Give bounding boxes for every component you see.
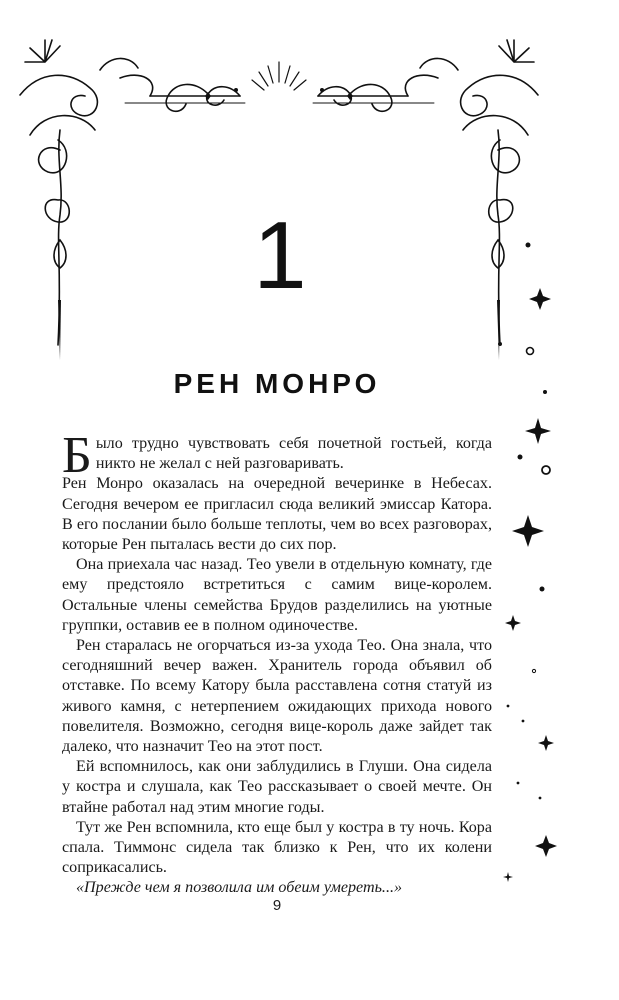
top-dot-left	[234, 88, 238, 92]
top-scroll-right	[318, 84, 392, 111]
margin-dot	[507, 705, 510, 708]
paragraph-6: Тут же Рен вспомнила, кто еще был у костра в ту ночь. Кора спала. Тиммонс сидела так близко к Рен, что их колени соприкасались.	[62, 818, 492, 877]
paragraph-3: Она приехала час назад. Тео увели в отдельную комнату, где ему предстояло встретиться с самим вице-королем. Остальные члены семейства Брудов разделились на уютные группки, оставив ее в полном одиночестве.	[62, 556, 492, 634]
paragraph-1	[62, 427, 492, 484]
left-burst	[25, 40, 60, 62]
paragraph-7-italic: «Прежде чем я позволила им обеим умереть...»	[76, 879, 403, 897]
top-scroll-left	[166, 84, 240, 111]
margin-dot	[517, 782, 520, 785]
margin-star	[525, 418, 551, 444]
margin-star	[505, 615, 521, 631]
right-vine	[405, 58, 458, 96]
chapter-title: РЕН МОНРО	[173, 368, 381, 399]
chapter-number: 1	[253, 202, 307, 309]
page-number: 9	[272, 897, 282, 914]
margin-dot	[518, 455, 523, 460]
crescent-moon	[269, 88, 289, 98]
right-flourish	[461, 75, 538, 135]
margin-dot	[539, 797, 542, 800]
margin-star	[538, 735, 554, 751]
paragraph-4: Рен старалась не огорчаться из-за ухода Тео. Она знала, что сегодняшний вечер важен. Хранитель города объявил об отставке. По всему Катору была расставлена сотня статуй из живого камня, с нетерпением ожидающих прихода нового повелителя. Возможно, сегодня вице-король даже зайдет так далеко, что назначит Тео на этот пост.	[62, 637, 492, 756]
chapter-body	[62, 427, 492, 899]
left-flourish	[20, 75, 97, 135]
margin-dot	[498, 342, 502, 346]
margin-dot	[540, 587, 545, 592]
sun-rays	[252, 62, 306, 90]
margin-ring	[532, 669, 535, 672]
margin-star	[503, 872, 513, 882]
paragraph-1-text: ыло трудно чувствовать себя почетной гостьей, когда никто не желал с ней разговаривать.	[95, 435, 492, 473]
right-burst	[499, 40, 534, 62]
paragraph-5: Ей вспомнилось, как они заблудились в Глуши. Она сидела у костра и слушала, как Тео рассказывает о своей мечте. Он втайне работал над этим многие годы.	[62, 758, 492, 816]
margin-ring	[527, 348, 534, 355]
paragraph-2: Рен Монро оказалась на очередной вечеринке в Небесах. Сегодня вечером ее пригласил сюда великий эмиссар Катора. В его послании было больше теплоты, чем во всех разговорах, которые Рен пыталась вести до сих пор.	[62, 475, 492, 554]
drop-cap: Б	[62, 427, 92, 484]
margin-star	[512, 515, 544, 547]
margin-ring	[542, 466, 550, 474]
top-dot-right	[320, 88, 324, 92]
margin-dot	[522, 720, 525, 723]
margin-star	[535, 835, 557, 857]
left-vine	[100, 58, 153, 96]
